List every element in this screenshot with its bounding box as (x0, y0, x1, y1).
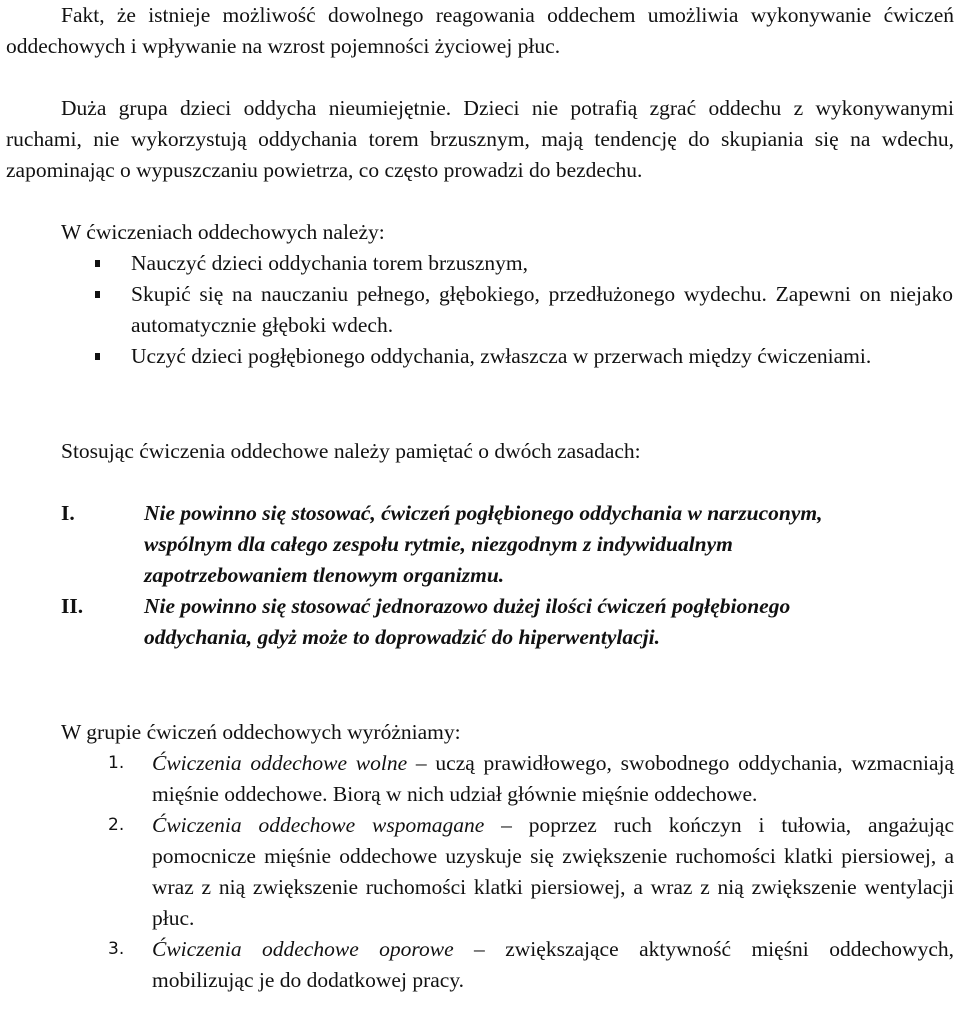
list-item (108, 810, 954, 934)
rules-list (61, 498, 891, 653)
exercise-types-list (108, 748, 954, 996)
list-item (108, 748, 954, 810)
exercise-type-term: Ćwiczenia oddechowe wspomagane (152, 813, 485, 837)
list-item (95, 248, 953, 279)
paragraph-types-heading: W grupie ćwiczeń oddechowych wyróżniamy: (61, 720, 461, 744)
list-number: 2. (108, 815, 125, 835)
exercise-type-term: Ćwiczenia oddechowe wolne (152, 751, 408, 775)
paragraph-intro: Fakt, że istnieje możliwość dowolnego reagowania oddechem umożliwia wykonywanie ćwiczeń oddechowych i wpływanie na wzrost pojemności życiowej płuc. (6, 3, 954, 58)
paragraph-rules-heading: Stosując ćwiczenia oddechowe należy pamiętać o dwóch zasadach: (61, 439, 641, 463)
rule-text: Nie powinno się stosować, ćwiczeń pogłębionego oddychania w narzuconym, wspólnym dla całego zespołu rytmie, niezgodnym z indywidualnym zapotrzebowaniem tlenowym organizmu. (144, 501, 823, 587)
paragraph-breathing-problems: Duża grupa dzieci oddycha nieumiejętnie. Dzieci nie potrafią zgrać oddechu z wykonywanymi ruchami, nie wykorzystują oddychania torem brzusznym, mają tendencję do skupiania się na wdechu, zapominając o wypuszczaniu powietrza, co często prowadzi do bezdechu. (6, 96, 954, 182)
list-number: 3. (108, 939, 125, 959)
rule-item (61, 591, 891, 653)
list-item (95, 341, 953, 372)
rule-item (61, 498, 891, 591)
list-item-text: Uczyć dzieci pogłębionego oddychania, zwłaszcza w przerwach między ćwiczeniami. (131, 344, 872, 368)
exercise-goals-list (95, 248, 953, 372)
paragraph-exercise-goals-heading: W ćwiczeniach oddechowych należy: (61, 220, 385, 244)
list-number: 1. (108, 753, 125, 773)
list-item-text: Nauczyć dzieci oddychania torem brzusznym, (131, 251, 528, 275)
list-item (95, 279, 953, 341)
exercise-type-description: – uczą prawidłowego, swobodnego oddychania, wzmacniają mięśnie oddechowe. Biorą w nich udział głównie mięśnie oddechowe. (152, 751, 955, 806)
rule-number: I. (61, 501, 75, 525)
rule-number: II. (61, 594, 84, 618)
exercise-type-description: – zwiększające aktywność mięśni oddechowych, mobilizując je do dodatkowej pracy. (152, 937, 954, 992)
square-bullet-icon (95, 353, 100, 360)
rule-text: Nie powinno się stosować jednorazowo dużej ilości ćwiczeń pogłębionego oddychania, gdyż może to doprowadzić do hiperwentylacji. (144, 594, 791, 649)
exercise-type-term: Ćwiczenia oddechowe oporowe (152, 937, 454, 961)
list-item-text: Skupić się na nauczaniu pełnego, głębokiego, przedłużonego wydechu. Zapewni on niejako automatycznie głęboki wdech. (131, 282, 953, 337)
exercise-type-description: – poprzez ruch kończyn i tułowia, angażując pomocnicze mięśnie oddechowe uzyskuje się zwiększenie ruchomości klatki piersiowej, a wraz z nią zwiększenie ruchomości klatki piersiowej, a wraz z nią zwiększenie wentylacji płuc. (152, 813, 954, 930)
square-bullet-icon (95, 291, 100, 298)
square-bullet-icon (95, 260, 100, 267)
list-item (108, 934, 954, 996)
